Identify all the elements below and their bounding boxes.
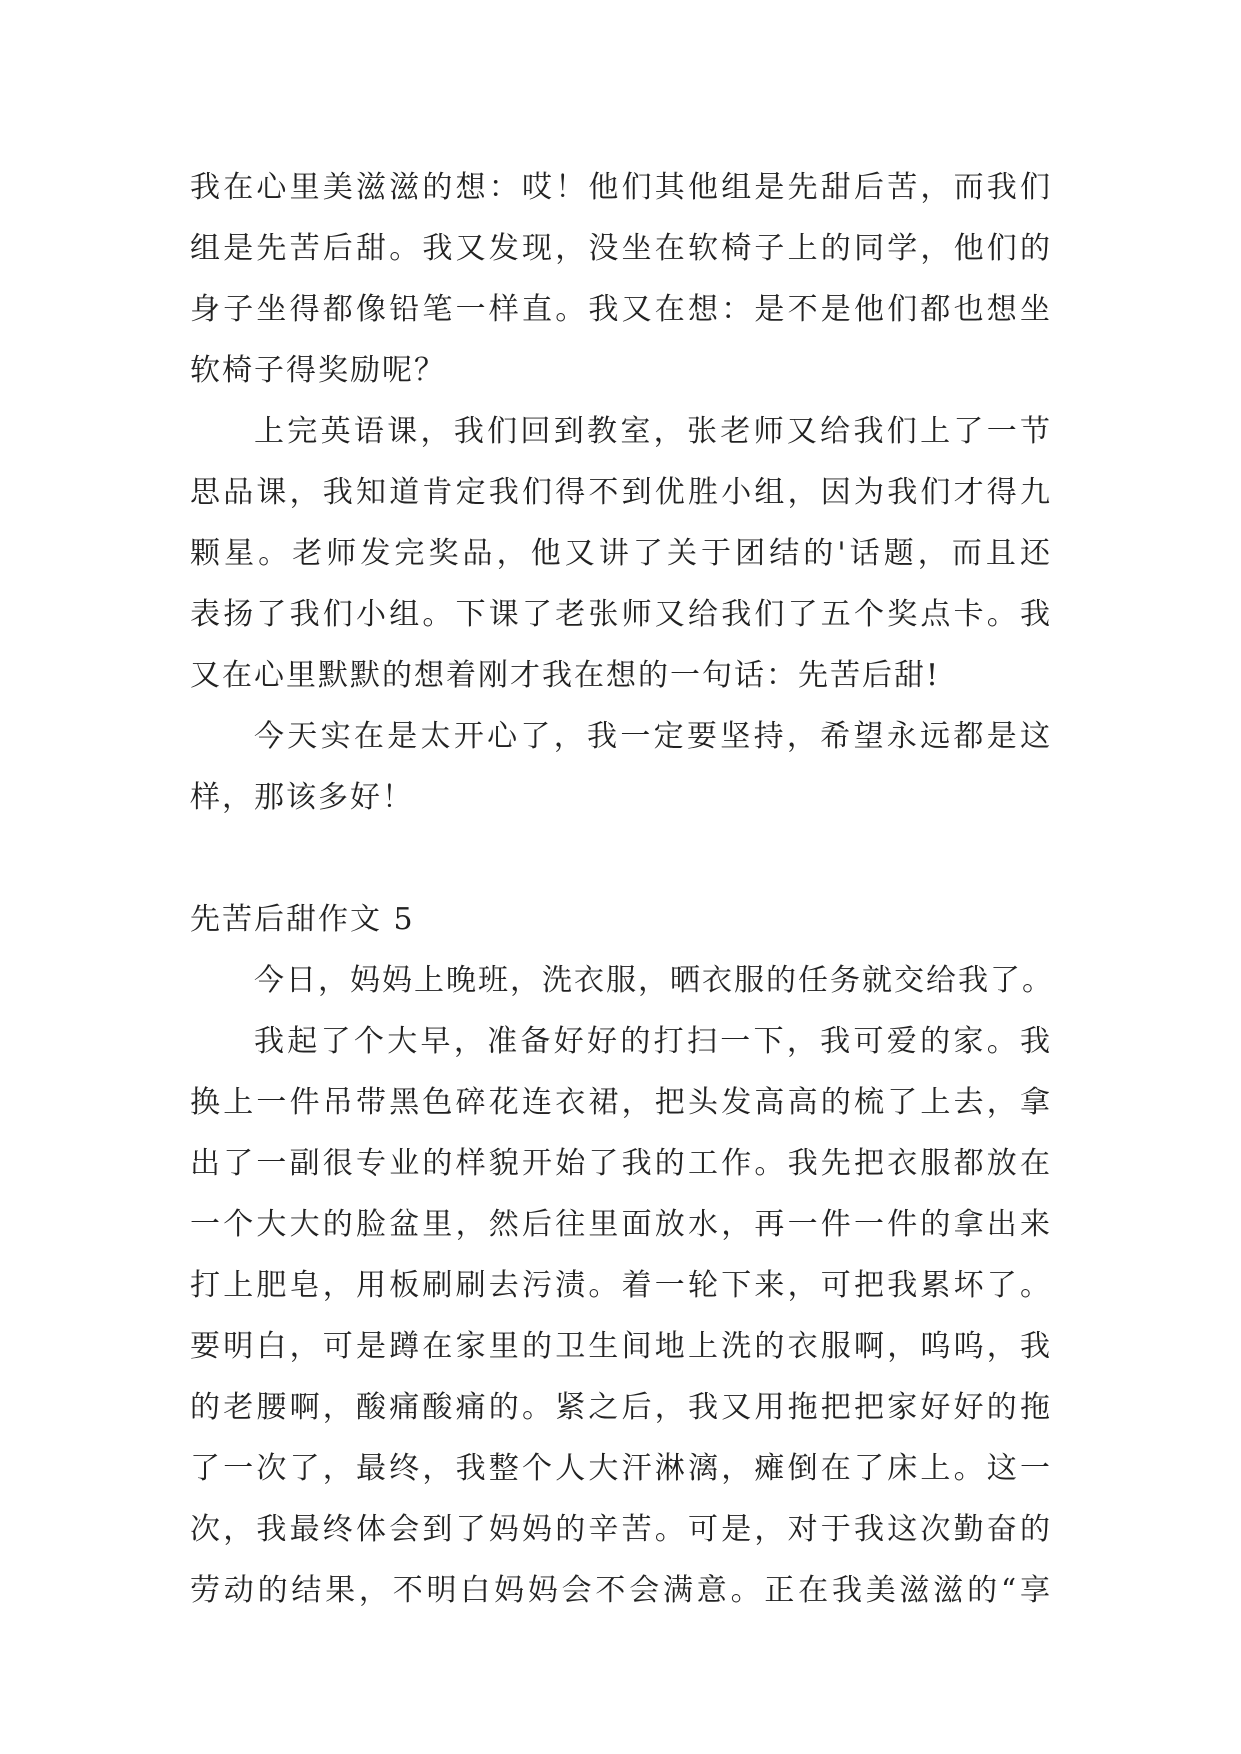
text-line: 今日，妈妈上晚班，洗衣服，晒衣服的任务就交给我了。 — [254, 963, 1054, 998]
section-heading: 先苦后甜作文 5 — [190, 902, 415, 937]
text-line: 今天实在是太开心了，我一定要坚持，希望永远都是这 — [254, 719, 1052, 754]
document-body — [190, 157, 1052, 1621]
text-line: 次，我最终体会到了妈妈的辛苦。可是，对于我这次勤奋的 — [190, 1512, 1052, 1547]
text-line: 组是先苦后甜。我又发现，没坐在软椅子上的同学，他们的 — [190, 231, 1052, 266]
text-line: 上完英语课，我们回到教室，张老师又给我们上了一节 — [254, 414, 1052, 449]
text-line: 颗星。老师发完奖品，他又讲了关于团结的'话题，而且还 — [190, 536, 1052, 571]
text-line: 换上一件吊带黑色碎花连衣裙，把头发高高的梳了上去，拿 — [190, 1085, 1052, 1120]
paragraph-gap — [190, 828, 1052, 889]
text-line: 劳动的结果，不明白妈妈会不会满意。正在我美滋滋的“享 — [190, 1573, 1052, 1608]
text-line: 我在心里美滋滋的想：哎！他们其他组是先甜后苦，而我们 — [190, 170, 1052, 205]
text-line: 要明白，可是蹲在家里的卫生间地上洗的衣服啊，呜呜，我 — [190, 1329, 1052, 1364]
text-line: 的老腰啊，酸痛酸痛的。紧之后，我又用拖把把家好好的拖 — [190, 1390, 1052, 1425]
text-line: 打上肥皂，用板刷刷去污渍。着一轮下来，可把我累坏了。 — [190, 1268, 1052, 1303]
text-line: 一个大大的脸盆里，然后往里面放水，再一件一件的拿出来 — [190, 1207, 1052, 1242]
text-line: 软椅子得奖励呢？ — [190, 353, 446, 388]
text-line: 出了一副很专业的样貌开始了我的工作。我先把衣服都放在 — [190, 1146, 1052, 1181]
text-line: 了一次了，最终，我整个人大汗淋漓，瘫倒在了床上。这一 — [190, 1451, 1052, 1486]
text-line: 思品课，我知道肯定我们得不到优胜小组，因为我们才得九 — [190, 475, 1052, 510]
text-line: 样，那该多好！ — [190, 780, 414, 815]
text-line: 表扬了我们小组。下课了老张师又给我们了五个奖点卡。我 — [190, 597, 1052, 632]
text-line: 身子坐得都像铅笔一样直。我又在想：是不是他们都也想坐 — [190, 292, 1052, 327]
text-line: 又在心里默默的想着刚才我在想的一句话：先苦后甜! — [190, 658, 941, 693]
text-line: 我起了个大早，准备好好的打扫一下，我可爱的家。我 — [254, 1024, 1052, 1059]
